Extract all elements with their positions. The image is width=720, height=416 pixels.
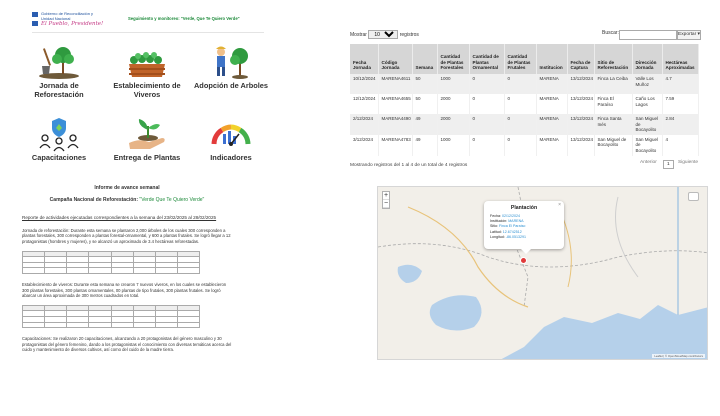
search-label: Buscar:	[602, 30, 619, 36]
table-row[interactable]	[350, 94, 698, 114]
page-length-control	[350, 30, 419, 39]
table-cell: 0	[504, 114, 536, 135]
table-cell: 0	[504, 94, 536, 114]
close-icon[interactable]: ×	[558, 202, 561, 208]
table-cell: MARENA4655	[378, 94, 412, 114]
column-header[interactable]: Código Jornada	[378, 44, 412, 74]
table-cell: 50	[412, 94, 437, 114]
table-cell: 1000	[437, 135, 469, 156]
jornadas-table	[350, 44, 699, 156]
table-cell: San Miguel de Bocayolito	[594, 135, 632, 156]
popup-value: -86.0513291	[505, 234, 526, 239]
column-header[interactable]: Cantidad de Plantas Forestales	[437, 44, 469, 74]
paragraph-capacitaciones: Capacitaciones: Se realizaron 20 capacitaciones, alcanzando a 20 protagonistas del género masculino y 30 protagonistas del género femenino, dando a los protagonistas el conocimiento con diversas temáticas acerca del cuido y mantenimiento de diversos cultivos, así como del cuido de la madre tierra.	[22, 336, 232, 353]
map-attribution: Leaflet | © OpenStreetMap contributors	[654, 354, 703, 358]
table-cell: 7.59	[662, 94, 698, 114]
next-button[interactable]: Siguiente	[678, 160, 699, 165]
column-header[interactable]: Semana	[412, 44, 437, 74]
prev-button[interactable]: Anterior	[640, 160, 657, 165]
map-popup	[484, 201, 564, 249]
popup-key: Sitio:	[490, 224, 498, 229]
tile-indicadores[interactable]	[190, 116, 272, 163]
table-cell: MARENA	[536, 114, 567, 135]
tile-jornada[interactable]	[24, 44, 94, 99]
table-cell: MARENA	[536, 135, 567, 156]
popup-key: Longitud:	[490, 234, 505, 239]
column-header[interactable]: Dirección Jornada	[632, 44, 662, 74]
report-title: Informe de avance semanal	[94, 185, 160, 191]
table-cell: San Miguel de Bocayolito	[632, 135, 662, 156]
popup-row	[490, 235, 558, 240]
layers-icon[interactable]	[688, 192, 699, 201]
table-cell: 13/12/2024	[567, 114, 594, 135]
table-cell: 2000	[437, 94, 469, 114]
table-row[interactable]	[350, 114, 698, 135]
tile-entrega[interactable]	[104, 116, 190, 163]
table-row[interactable]	[350, 74, 698, 94]
campaign-prefix: Campaña Nacional de Reforestación:	[49, 196, 139, 203]
paragraph-jornada: Jornada de reforestación: Durante esta semana se plantaron 2,000 árboles de los cuales 300 corresponden a plantas forestales, 300 corresponden a plantas forestal-ornamental, y 600 a plantas frutales. Se logró llegar a 12 protagonistas (hombres y mujeres), y se alcanzó un aproximado de 3.4 hectáreas reforestadas.	[22, 227, 231, 244]
table-cell: 50	[412, 74, 437, 94]
table-cell: San Miguel de Bocayolito	[632, 114, 662, 135]
table-cell: MARENA4490	[378, 114, 412, 135]
column-header[interactable]: Cantidad de Plantas Frutales	[504, 44, 536, 74]
table-cell: 2000	[437, 114, 469, 135]
table-cell: 12/12/2024	[350, 94, 378, 114]
gardener-tree-icon	[208, 44, 254, 80]
column-header[interactable]: Cantidad de Plantas Ornamental	[469, 44, 504, 74]
org-name: Gobierno de Reconciliación y Unidad Nacional	[41, 11, 94, 21]
paragraph-viveros: Establecimiento de viveros: Durante esta semana se crearon 7 nuevos viveros, en los cuales se establecieron 300 plantas forestales, 300 plantas ornamentales, 00 plantas de tipo frutales, 300 plantas frutales. Se logró abarcar un área aproximada de 300 metros cuadrados en total.	[22, 281, 227, 299]
plantation-map[interactable]	[377, 186, 708, 360]
dashboard-panel	[348, 0, 720, 416]
table-cell: Caño Los Lagos	[632, 94, 662, 114]
tile-adopcion[interactable]	[186, 44, 276, 91]
zoom-control	[382, 191, 390, 209]
table-cell: 2.84	[662, 114, 698, 135]
tile-viveros[interactable]	[104, 44, 190, 99]
popup-tip	[521, 249, 531, 254]
campaign-banner: Seguimiento y monitoreo: "Verde, Que Te Quiero Verde"	[128, 16, 240, 21]
slogan: El Pueblo, Presidente!	[41, 21, 104, 27]
document-header	[32, 11, 264, 33]
report-document	[0, 0, 292, 416]
table-cell: 10/12/2024	[350, 74, 378, 94]
table-info: Mostrando registros del 1 al 4 de un total de 4 registros	[350, 163, 468, 168]
gauge-icon	[208, 116, 254, 152]
tile-label: Jornada de Reforestación	[34, 81, 84, 99]
tile-label: Establecimiento de Viveros	[113, 81, 181, 99]
popup-value: 02/12/2024	[502, 214, 520, 218]
export-button[interactable]	[677, 30, 701, 40]
weekly-report	[22, 186, 232, 359]
table-row[interactable]	[350, 135, 698, 156]
hand-plant-icon	[124, 116, 170, 152]
records-label: registros	[399, 32, 419, 38]
table-cell: 0	[469, 114, 504, 135]
caret-down-icon: ▾	[697, 32, 700, 37]
shovel-tree-icon	[36, 44, 82, 80]
table-cell: Valle Los Muñoz	[632, 74, 662, 94]
column-header[interactable]: Sitio de Reforestación	[594, 44, 632, 74]
popup-value: MARENA	[508, 219, 524, 224]
table-cell: 13/12/2024	[567, 74, 594, 94]
table-cell: 49	[412, 114, 437, 135]
map-marker[interactable]	[520, 257, 527, 264]
nursery-crate-icon	[124, 44, 170, 80]
table-cell: 4	[662, 135, 698, 156]
tile-label: Adopción de Arboles	[193, 81, 269, 90]
campaign-line	[22, 198, 232, 204]
table-cell: 13/12/2024	[567, 135, 594, 156]
column-header[interactable]: Fecha de Captura	[567, 44, 594, 74]
table-cell: 3/12/2024	[350, 135, 378, 156]
table-cell: 1000	[437, 74, 469, 94]
show-label: Mostrar	[350, 32, 367, 38]
table-cell: 0	[469, 74, 504, 94]
popup-key: Fecha:	[490, 214, 501, 218]
search-input[interactable]	[619, 30, 677, 40]
table-cell: MARENA4611	[378, 74, 412, 94]
export-label: Exportar	[678, 32, 697, 37]
table-cell: 0	[504, 74, 536, 94]
table-cell: Finca Santa Inés	[594, 114, 632, 135]
table-cell: 49	[412, 135, 437, 156]
tile-label: Entrega de Plantas	[113, 153, 181, 162]
popup-key: Institución:	[490, 219, 508, 224]
table-cell: 13/12/2024	[567, 94, 594, 114]
mini-table	[22, 305, 200, 328]
table-cell: 2/12/2024	[350, 114, 378, 135]
mini-table	[22, 251, 200, 274]
campaign-name: "Verde Que Te Quiero Verde"	[139, 196, 205, 203]
table-cell: 4.7	[662, 74, 698, 94]
column-header[interactable]: Institucion	[536, 44, 567, 74]
table-cell: MARENA	[536, 94, 567, 114]
nicaragua-flag-icon	[32, 12, 38, 26]
report-range: Reporte de actividades ejecutadas correspondientes a la semana del 23/02/2025 al 28/02/2025	[22, 215, 217, 221]
zoom-in-button[interactable]: +	[383, 192, 389, 199]
table-cell: 0	[469, 94, 504, 114]
training-people-icon	[36, 116, 82, 152]
page-length-select[interactable]	[368, 30, 398, 39]
popup-key: Latitud:	[490, 229, 502, 234]
popup-title: Plantación	[510, 205, 538, 211]
popup-value: Finca El Paraíso	[499, 224, 526, 229]
tile-label: Indicadores	[210, 153, 252, 162]
tile-label: Capacitaciones	[31, 153, 87, 162]
table-cell: MARENA	[536, 74, 567, 94]
page-button[interactable]: 1	[663, 160, 674, 169]
table-header-row	[350, 44, 698, 74]
table-cell: 0	[504, 135, 536, 156]
column-header[interactable]: Hectáreas Aproximadas	[662, 44, 698, 74]
table-cell: MARENA4783	[378, 135, 412, 156]
table-cell: Finca La Ceiba	[594, 74, 632, 94]
table-cell: 0	[469, 135, 504, 156]
zoom-out-button[interactable]: −	[383, 200, 389, 207]
table-cell: Finca El Paraíso	[594, 94, 632, 114]
column-header[interactable]: Fecha Jornada	[350, 44, 378, 74]
popup-value: 12.6742512	[502, 229, 522, 234]
tile-capacitaciones[interactable]	[24, 116, 94, 163]
